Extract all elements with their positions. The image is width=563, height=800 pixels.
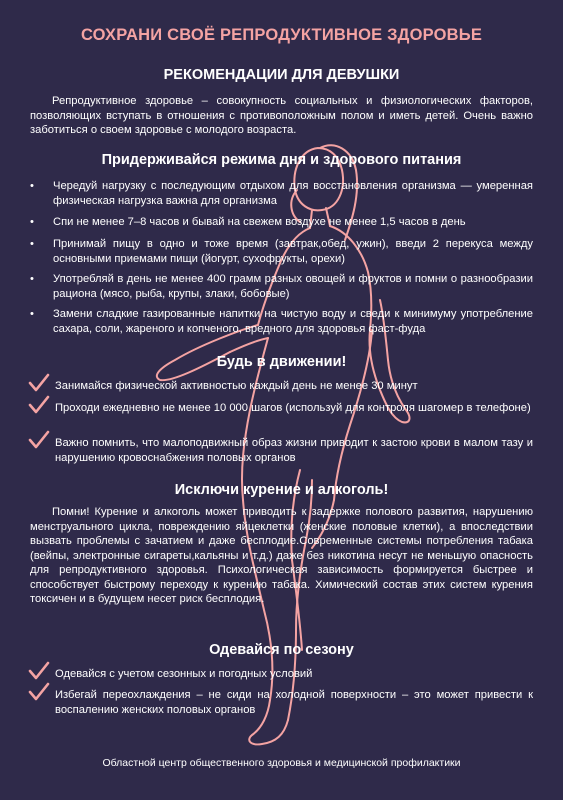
list-item — [28, 237, 533, 266]
check-item — [28, 667, 533, 682]
intro-paragraph: Репродуктивное здоровье – совокупность социальных и физиологических факторов, позволяющих вступать в отношения с противоположным полом и иметь детей. Очень важно заботиться о своем здоровье с молодого возраста. — [30, 95, 533, 136]
bullet-dot-icon: • — [30, 180, 34, 192]
list-item — [28, 179, 533, 208]
list-item — [28, 272, 533, 301]
checkmark-icon — [28, 682, 50, 704]
main-title: СОХРАНИ СВОЁ РЕПРОДУКТИВНОЕ ЗДОРОВЬЕ — [80, 26, 483, 44]
section-heading-clothing: Одевайся по сезону — [209, 642, 354, 658]
list-item — [28, 307, 533, 336]
list-item-text: Чередуй нагрузку с последующим отдыхом для восстановления организма — умеренная физическая нагрузка важна для организма — [53, 180, 533, 207]
bullet-dot-icon: • — [30, 238, 34, 250]
check-item-text: Важно помнить, что малоподвижный образ жизни приводит к застою крови в малом тазу и нарушению кровоснабжения половых органов — [55, 437, 533, 464]
list-item-text: Принимай пищу в одно и тоже время (завтрак,обед, ужин), введи 2 перекуса между основными приемами пищи (йогурт, сухофрукты, орехи) — [53, 238, 533, 265]
footer-organization: Областной центр общественного здоровья и медицинской профилактики — [102, 757, 461, 769]
check-item — [28, 401, 533, 416]
bullet-dot-icon: • — [30, 308, 34, 320]
check-item — [28, 688, 533, 717]
list-item-text: Замени сладкие газированные напитки на чистую воду и сведи к минимуму употребление сахара, соли, жареного и копченого, вредного для здоровья фаст-фуда — [53, 308, 533, 335]
list-item — [28, 215, 533, 230]
checkmark-icon — [28, 661, 50, 683]
subtitle: РЕКОМЕНДАЦИИ ДЛЯ ДЕВУШКИ — [163, 67, 400, 83]
check-item-text: Проходи ежедневно не менее 10 000 шагов (используй для контроля шагомер в телефоне) — [55, 402, 531, 414]
bullet-dot-icon: • — [30, 216, 34, 228]
list-item-text: Спи не менее 7–8 часов и бывай на свежем воздухе не менее 1,5 часов в день — [53, 216, 466, 228]
bullet-dot-icon: • — [30, 273, 34, 285]
section-heading-daily-routine: Придерживайся режима дня и здорового питания — [101, 152, 462, 168]
section-heading-movement: Будь в движении! — [216, 354, 347, 370]
checkmark-icon — [28, 373, 50, 395]
checkmark-icon — [28, 430, 50, 452]
check-item — [28, 436, 533, 465]
check-item-text: Занимайся физической активностью каждый день не менее 30 минут — [55, 380, 418, 392]
checkmark-icon — [28, 395, 50, 417]
check-item-text: Одевайся с учетом сезонных и погодных условий — [55, 668, 313, 680]
check-item — [28, 379, 533, 394]
list-item-text: Употребляй в день не менее 400 грамм разных овощей и фруктов и помни о разнообразии рациона (мясо, рыба, крупы, злаки, бобовые) — [53, 273, 533, 300]
smoking-paragraph: Помни! Курение и алкоголь может приводить к задержке полового развития, нарушению менструального цикла, повреждению яйцеклетки (женские половые клетки), а впоследствии вызвать проблемы с зачатием и даже бесплодие.Современные системы потребления табака (вейпы, электронные сигареты,кальяны и т.д.) даже без никотина несут не меньшую опасность для репродуктивного здоровья. Психологическая зависимость формируется быстрее и способствует быстрому переходу к курению табака. Химический состав этих систем курения токсичен и в будущем несет риск бесплодия. — [30, 506, 533, 605]
section-heading-smoking: Исключи курение и алкоголь! — [174, 482, 389, 498]
check-item-text: Избегай переохлаждения – не сиди на холодной поверхности – это может привести к воспалению женских половых органов — [55, 689, 533, 716]
